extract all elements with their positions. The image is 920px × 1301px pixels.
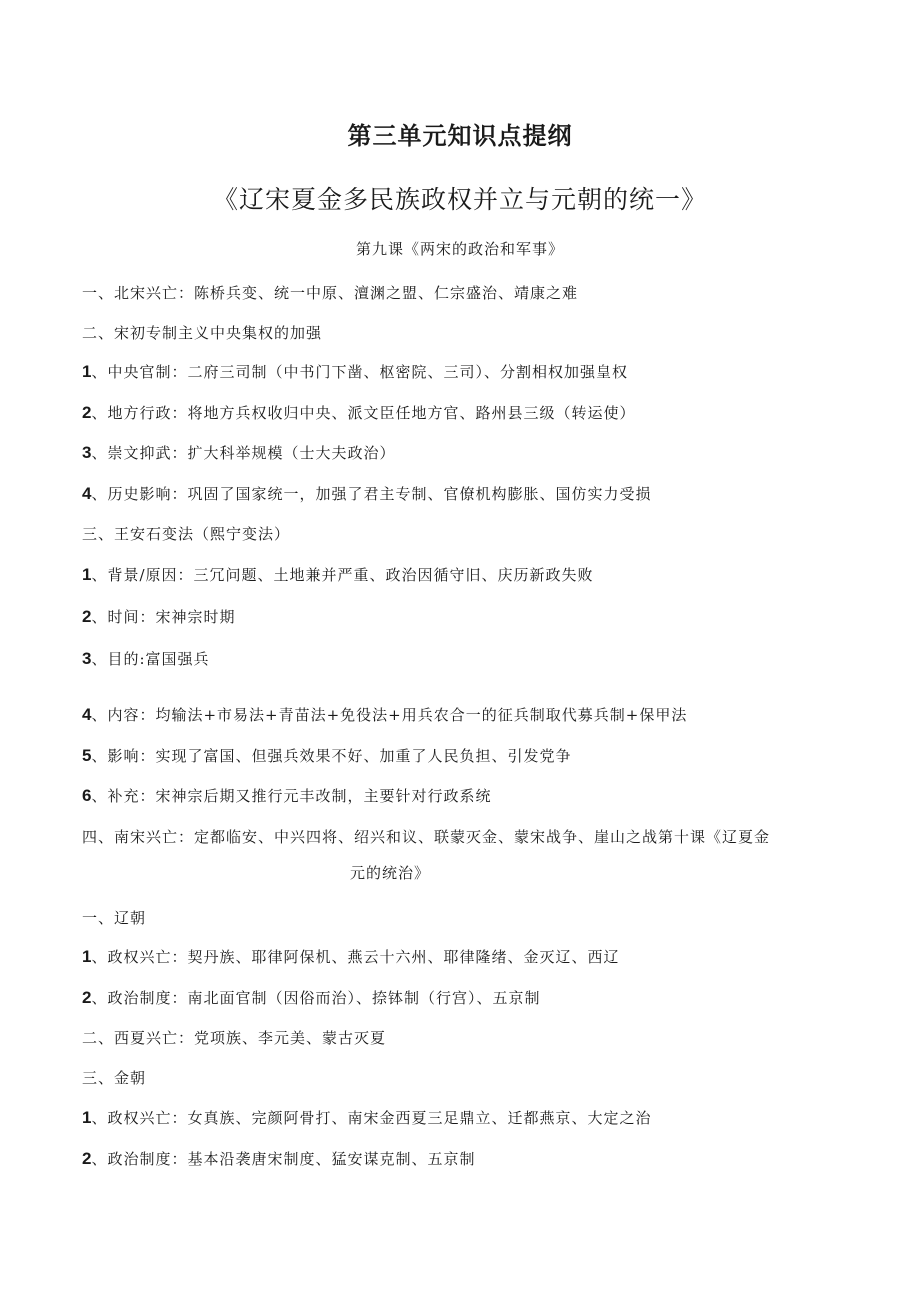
page-title: 第三单元知识点提纲: [347, 121, 573, 150]
outline-line: 四、南宋兴亡：定都临安、中兴四将、绍兴和议、联蒙灭金、蒙宋战争、崖山之战第十课《辽夏金: [82, 828, 771, 846]
outline-line: 2、政治制度：基本沿袭唐宋制度、猛安谋克制、五京制: [82, 1149, 476, 1168]
outline-line: 5、影响：实现了富国、但强兵效果不好、加重了人民负担、引发党争: [82, 746, 572, 765]
outline-line: 3、崇文抑武：扩大科举规模（士大夫政治）: [82, 443, 396, 462]
outline-line: 三、金朝: [82, 1069, 147, 1087]
outline-line: 1、政权兴亡：女真族、完颜阿骨打、南宋金西夏三足鼎立、迁都燕京、大定之治: [82, 1108, 652, 1127]
outline-line: 2、时间：宋神宗时期: [82, 607, 236, 626]
outline-line: 4、历史影响：巩固了国家统一，加强了君主专制、官僚机构膨胀、国仿实力受损: [82, 484, 652, 503]
outline-line: 一、辽朝: [82, 909, 147, 927]
outline-line: 三、王安石变法（熙宁变法）: [82, 525, 291, 543]
lesson-heading: 第九课《两宋的政治和军事》: [355, 240, 564, 258]
outline-line: 4、内容：均输法+市易法+青苗法+免役法+用兵农合一的征兵制取代募兵制+保甲法: [82, 705, 688, 724]
outline-line: 1、政权兴亡：契丹族、耶律阿保机、燕云十六州、耶律隆绪、金灭辽、西辽: [82, 947, 620, 966]
outline-line: 2、地方行政：将地方兵权收归中央、派文臣任地方官、路州县三级（转运使）: [82, 403, 636, 422]
outline-line: 二、宋初专制主义中央集权的加强: [82, 324, 323, 342]
outline-line: 3、目的:富国强兵: [82, 649, 210, 668]
outline-line: 2、政治制度：南北面官制（因俗而治）、捺钵制（行宫）、五京制: [82, 988, 541, 1007]
lesson10-heading-continuation: 元的统治》: [350, 864, 431, 882]
outline-line: 1、背景/原因：三冗问题、土地兼并严重、政治因循守旧、庆历新政失败: [82, 565, 594, 584]
outline-line: 二、西夏兴亡：党项族、李元美、蒙古灭夏: [82, 1029, 387, 1047]
outline-line: 1、中央官制：二府三司制（中书门下凿、枢密院、三司）、分割相权加强皇权: [82, 362, 628, 381]
unit-subtitle: 《辽宋夏金多民族政权并立与元朝的统一》: [212, 185, 707, 214]
outline-line: 6、补充：宋神宗后期又推行元丰改制，主要针对行政系统: [82, 786, 492, 805]
outline-line: 一、北宋兴亡：陈桥兵变、统一中原、澶渊之盟、仁宗盛治、靖康之难: [82, 284, 579, 302]
